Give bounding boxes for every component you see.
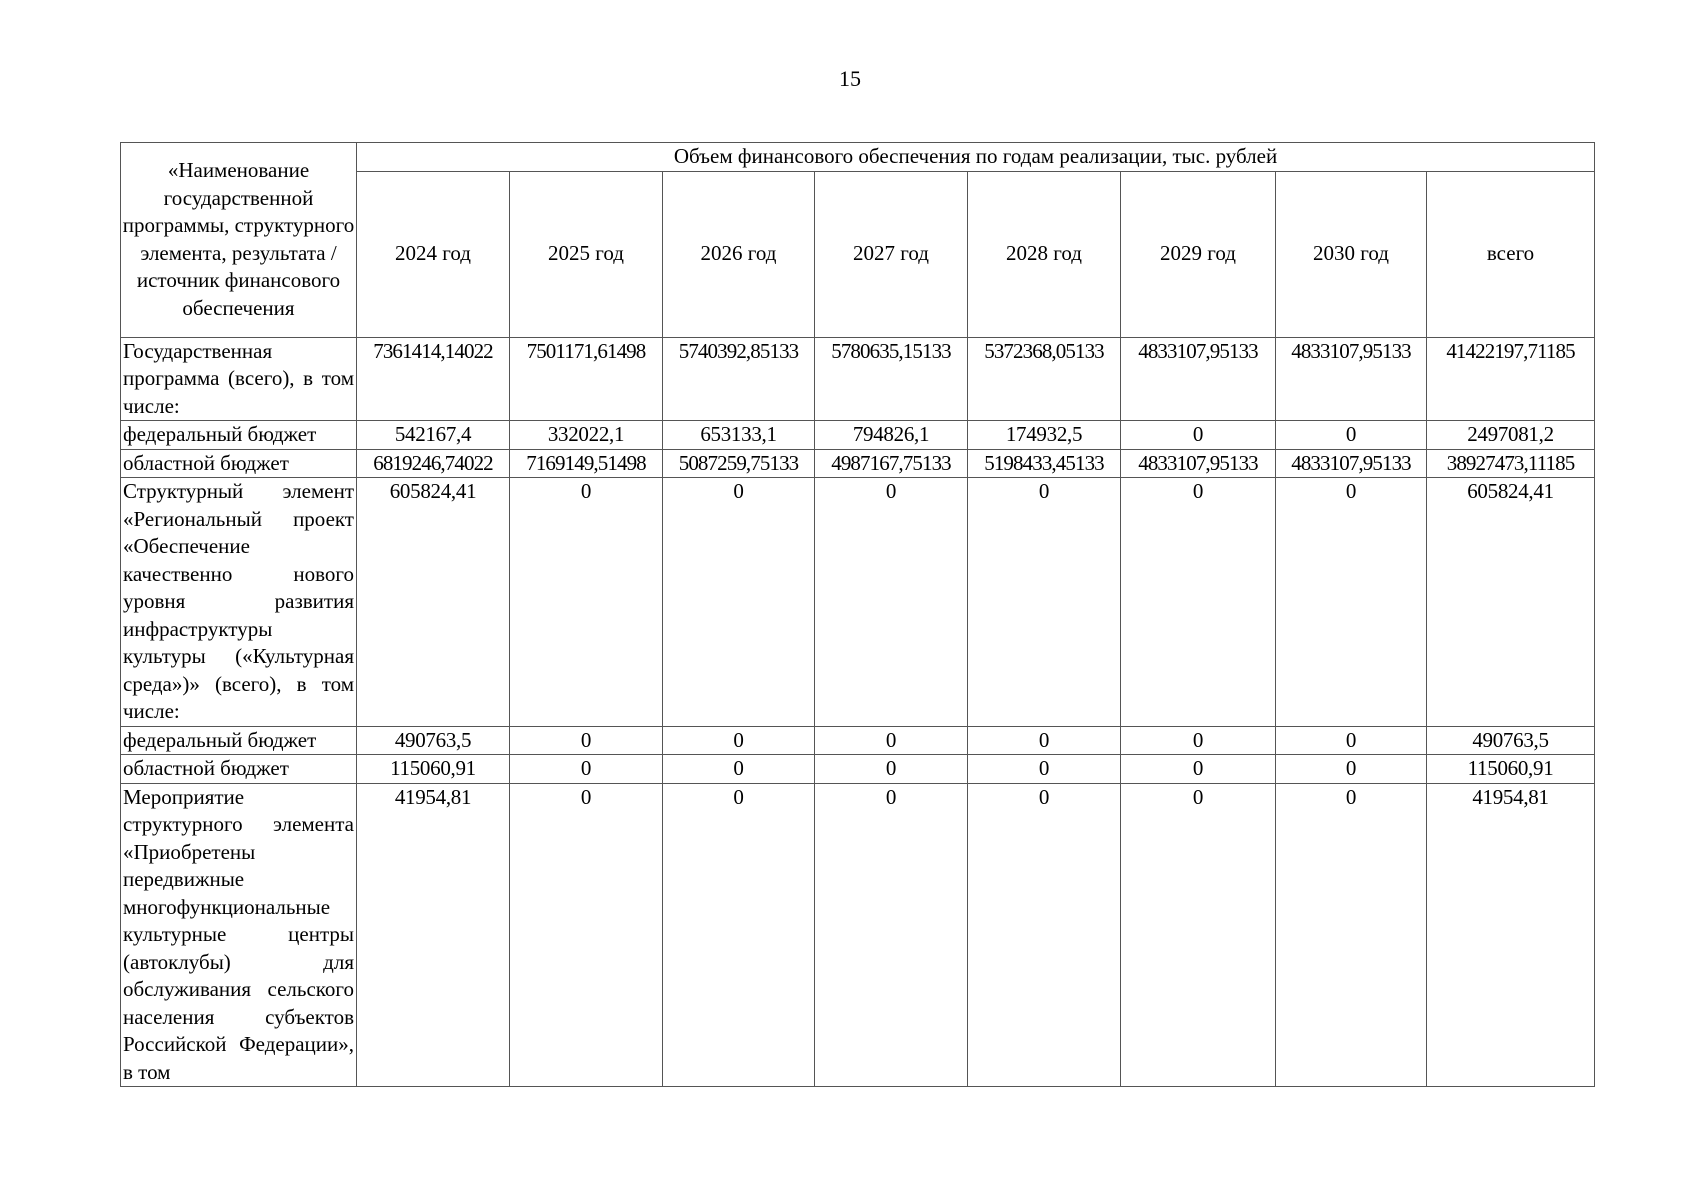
row-name: областной бюджет [121,449,357,478]
row-name: Государственная программа (всего), в том числе: [121,337,357,421]
column-header-2028: 2028 год [968,171,1121,337]
table-cell: 41954,81 [1427,783,1595,1087]
table-cell: 0 [1276,478,1427,727]
table-cell: 332022,1 [510,421,663,450]
table-cell: 542167,4 [357,421,510,450]
table-cell: 605824,41 [357,478,510,727]
table-cell: 4833107,95133 [1121,337,1276,421]
table-cell: 0 [1276,726,1427,755]
table-row [121,726,1595,755]
table-cell: 115060,91 [1427,755,1595,784]
table-cell: 0 [968,726,1121,755]
table-cell: 0 [968,755,1121,784]
table-cell: 41954,81 [357,783,510,1087]
table-cell: 115060,91 [357,755,510,784]
table-cell: 5372368,05133 [968,337,1121,421]
column-header-total: всего [1427,171,1595,337]
table-cell: 41422197,71185 [1427,337,1595,421]
table-cell: 7169149,51498 [510,449,663,478]
table-cell: 0 [1121,755,1276,784]
table-cell: 794826,1 [815,421,968,450]
table-row [121,337,1595,421]
table-cell: 0 [663,478,815,727]
table-cell: 653133,1 [663,421,815,450]
name-column-header: «Наименование государственной программы, структурного элемента, результата / источник финансового обеспечения [121,143,357,338]
column-header-2026: 2026 год [663,171,815,337]
row-name: федеральный бюджет [121,421,357,450]
table-cell: 0 [663,755,815,784]
row-name: федеральный бюджет [121,726,357,755]
table-cell: 0 [510,783,663,1087]
column-header-2024: 2024 год [357,171,510,337]
financing-group-header: Объем финансового обеспечения по годам реализации, тыс. рублей [357,143,1595,172]
table-cell: 0 [1276,783,1427,1087]
table-cell: 0 [1121,421,1276,450]
table-row [121,478,1595,727]
table-cell: 7361414,14022 [357,337,510,421]
table-row [121,421,1595,450]
table-cell: 0 [815,783,968,1087]
table-cell: 38927473,11185 [1427,449,1595,478]
table-cell: 0 [968,478,1121,727]
table-cell: 490763,5 [1427,726,1595,755]
table-cell: 4987167,75133 [815,449,968,478]
column-header-2025: 2025 год [510,171,663,337]
table-cell: 0 [663,783,815,1087]
table-cell: 7501171,61498 [510,337,663,421]
table-cell: 0 [510,755,663,784]
table-cell: 0 [1276,755,1427,784]
table-cell: 490763,5 [357,726,510,755]
table-cell: 5198433,45133 [968,449,1121,478]
table-cell: 4833107,95133 [1276,337,1427,421]
table-cell: 605824,41 [1427,478,1595,727]
table-cell: 0 [1121,726,1276,755]
financing-table [120,142,1595,1087]
table-cell: 174932,5 [968,421,1121,450]
table-cell: 0 [815,478,968,727]
table-cell: 4833107,95133 [1276,449,1427,478]
table-cell: 0 [510,726,663,755]
table-cell: 0 [968,783,1121,1087]
table-cell: 0 [663,726,815,755]
column-header-2027: 2027 год [815,171,968,337]
column-header-2030: 2030 год [1276,171,1427,337]
table-cell: 0 [1121,783,1276,1087]
table-cell: 0 [510,478,663,727]
table-cell: 0 [815,755,968,784]
row-name: областной бюджет [121,755,357,784]
table-cell: 6819246,74022 [357,449,510,478]
column-header-2029: 2029 год [1121,171,1276,337]
page-number: 15 [839,66,861,91]
table-cell: 5087259,75133 [663,449,815,478]
row-name: Структурный элемент «Региональный проект «Обеспечение качественно нового уровня развития инфраструктуры культуры («Культурная среда»)» (всего), в том числе: [121,478,357,727]
table-cell: 0 [815,726,968,755]
table-cell: 0 [1121,478,1276,727]
table-cell: 5740392,85133 [663,337,815,421]
table-cell: 0 [1276,421,1427,450]
table-cell: 2497081,2 [1427,421,1595,450]
table-cell: 4833107,95133 [1121,449,1276,478]
table-row [121,783,1595,1087]
table-row [121,755,1595,784]
table-cell: 5780635,15133 [815,337,968,421]
table-row [121,449,1595,478]
row-name: Мероприятие структурного элемента «Приобретены передвижные многофункциональные культурные центры (автоклубы) для обслуживания сельского населения субъектов Российской Федерации», в том [121,783,357,1087]
